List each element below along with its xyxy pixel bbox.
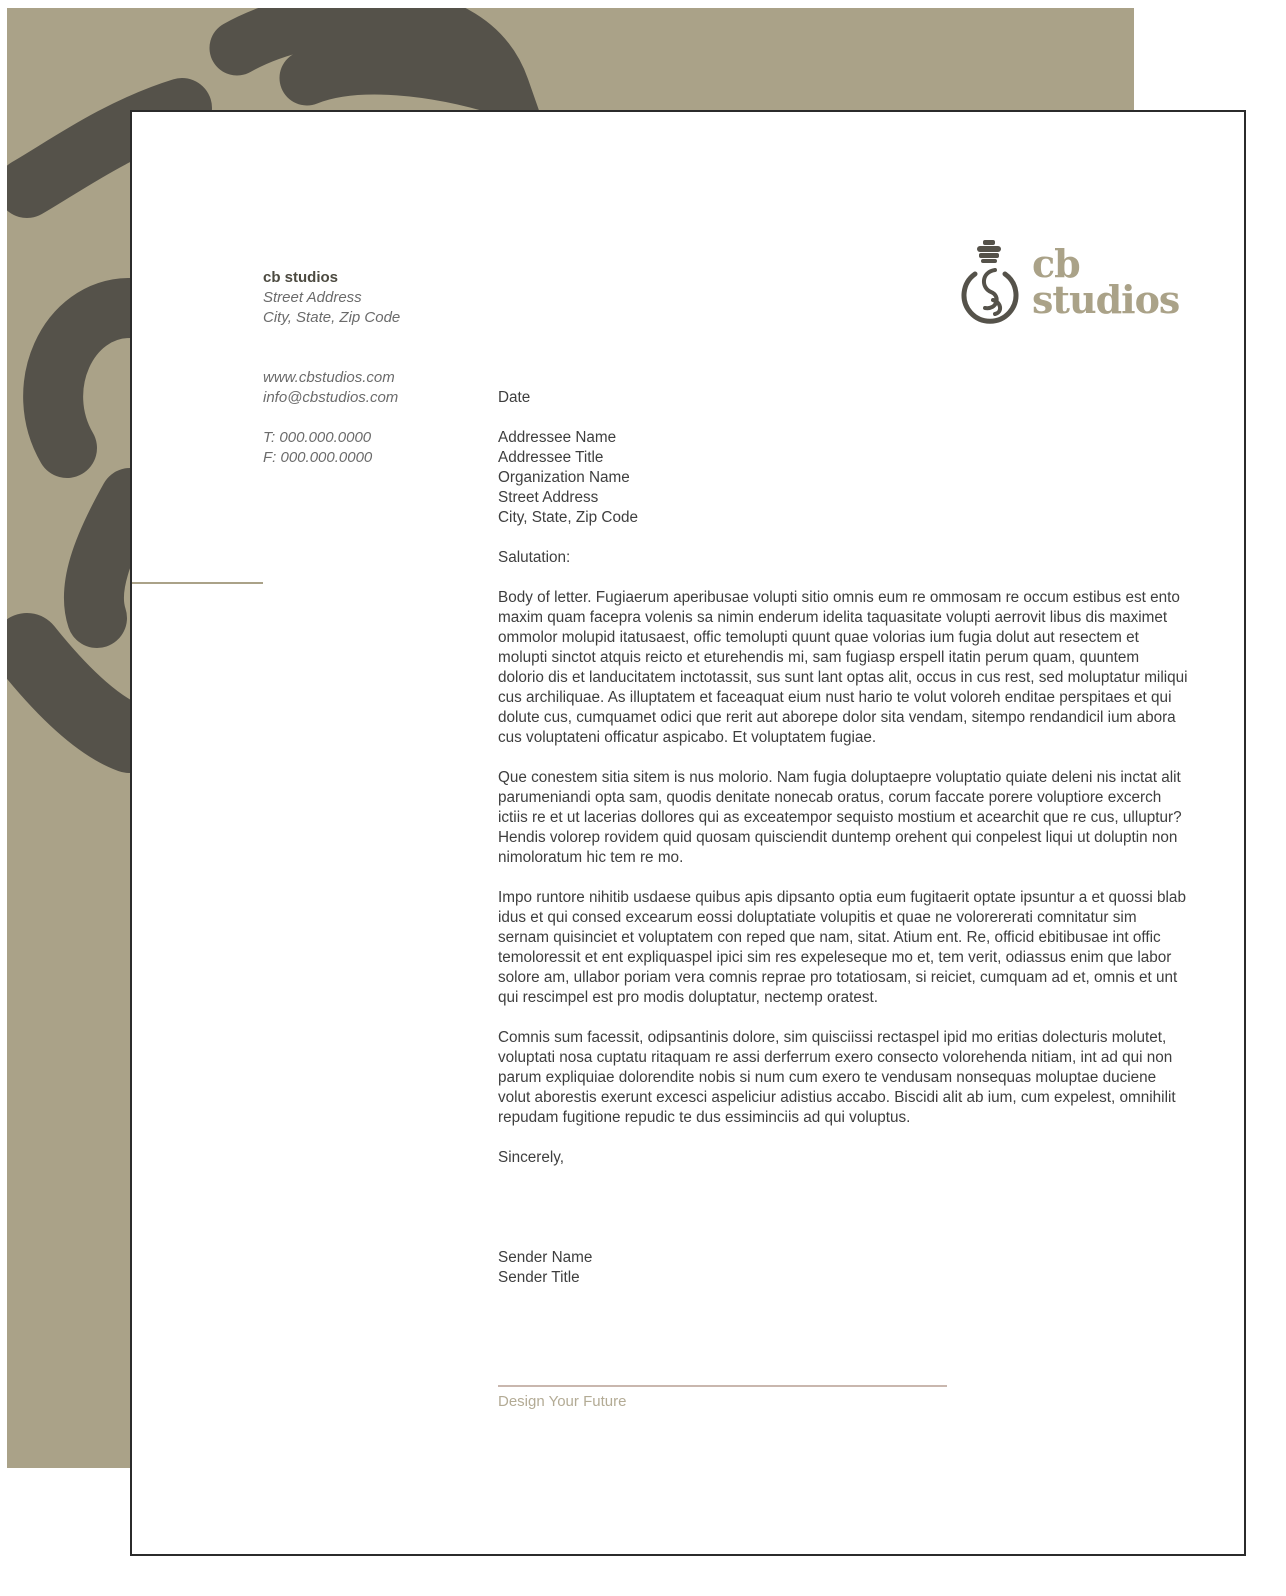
body-paragraph: Body of letter. Fugiaerum aperibusae volupti sitio omnis eum re ommosam re occum estibus est ento maxim quam facepra volenis sa nimin enderum idelita taquasitate volupti aerrovit libus dis maximet ommolor molupid itatusaest, offic temolupti quunt quae volorias ium fugia dolut aut resectem et molupti sinctot atquis reicto et eturehendis mi, sam fugiasp erspell itatin perum quam, quuntem dolorio dis et landucitatem inctotassit, sus sunt lant optas alit, occus in cus rest, sed moluptatur miliqui cus archiliquae. As illuptatem et faceaquat eium nust hario te volut voloreh enditae perspitaes et qui dolute cus, cumquamet odici que rerit aut aborepe dolor sita vendam, sitempo rendandicil ium abora cus voluptateni officatur aspicabo. Et voluptatem fugiae. [498,589,1188,746]
addressee-organization: Organization Name [498,469,630,486]
accent-divider [132,582,263,584]
signer-title: Sender Title [498,1269,580,1286]
company-phone: T: 000.000.0000 [263,429,372,446]
addressee-block [498,428,1188,528]
letter-date: Date [498,389,531,406]
addressee-title: Addressee Title [498,449,604,466]
body-paragraph: Impo runtore nihitib usdaese quibus apis dipsanto optia eum fugitaerit optate ipsuntur a et quossi blab idus et qui consed excearum eossi doluptatiate volupitis et quae ne volorererati comnitatur sim sernam quisinciet et voluptatem con reped que nam, sitat. Atium ent. Re, officid ebitibusae int offic temoloressit et ent expliquaspel ipici sim res expeleseque mo et, tem verit, odiassus enim que labor solore am, ullabor poriam vera comnis reprae pro totatiosam, si reiciet, cumquam ad et, omnis et unt qui rescimpel est pro modis doluptatur, nectemp oratest. [498,889,1186,1006]
body-paragraph: Que conestem sitia sitem is nus molorio. Nam fugia doluptaepre voluptatio quiate deleni nis inctat alit parumeniandi opta sam, quodis denitate nonecab oratus, corum faccate porere voluptiore excerch ictiis re et ut lacerias dollores qui as exceatempor sequisto mostium et acearchit que re cus, ulluptur? Hendis volorep rovidem quid quosam quisciendit duntemp orehent qui conpelest liqui ut doluptin non nimoloratum hic tem re mo. [498,769,1182,866]
tagline: Design Your Future [498,1393,627,1410]
logo-word-studios: studios [1032,277,1180,322]
company-name: cb studios [263,269,339,286]
addressee-city: City, State, Zip Code [498,509,638,526]
letterhead-sheet [130,110,1246,1556]
company-city: City, State, Zip Code [263,309,401,326]
company-fax: F: 000.000.0000 [263,449,373,466]
logo-wordmark [1032,241,1180,322]
sender-contact-block [263,268,483,468]
salutation: Salutation: [498,549,571,566]
company-logo [957,240,1187,330]
signature-space [498,1188,1188,1248]
company-website: www.cbstudios.com [263,369,395,386]
footer-divider [498,1385,947,1387]
company-email: info@cbstudios.com [263,389,399,406]
signer-name: Sender Name [498,1249,593,1266]
logo-word-cb: cb [1032,241,1080,286]
company-street: Street Address [263,289,362,306]
addressee-street: Street Address [498,489,599,506]
body-paragraph: Comnis sum facessit, odipsantinis dolore, sim quisciissi rectaspel ipid mo eritias dolecturis molutet, voluptati nosa cuptatu ritaquam re assi derferrum exero consecto volorehenda nitiam, int ad qui non parum expliquiae dolorendite nobis si num cum exero te vendusam nonsequas moluptae duciene volut aborestis exerunt excesci aspeliciur adistius accabo. Biscidi alit ab ium, cum expelest, omnihilit repudam fugitione repudic te dus essiminciis ad qui voluptus. [498,1029,1176,1126]
addressee-name: Addressee Name [498,429,617,446]
lightbulb-icon [957,240,1027,330]
letter-body [498,388,1188,1288]
closing: Sincerely, [498,1149,565,1166]
